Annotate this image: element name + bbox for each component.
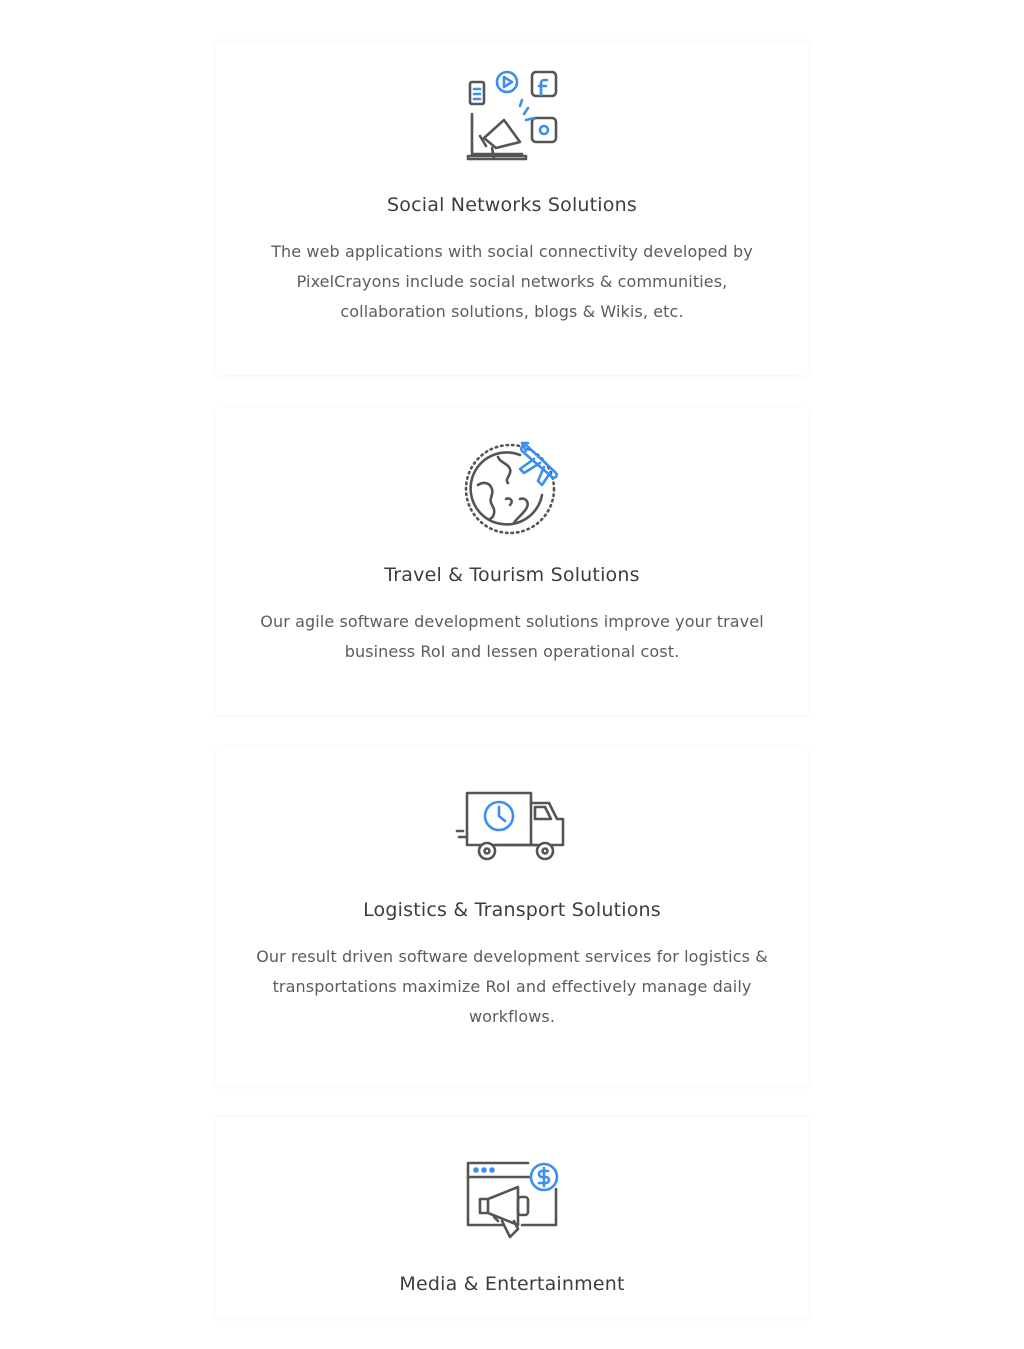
card-title[interactable]: Media & Entertainment xyxy=(399,1273,625,1295)
delivery-truck-clock-icon xyxy=(457,747,567,861)
card-title[interactable]: Social Networks Solutions xyxy=(387,194,637,216)
browser-megaphone-dollar-icon xyxy=(464,1117,560,1239)
solution-card-media-entertainment[interactable] xyxy=(216,1117,808,1317)
globe-airplane-icon xyxy=(464,407,560,535)
solution-card-logistics-transport[interactable] xyxy=(216,747,808,1085)
social-media-megaphone-icon xyxy=(464,42,560,164)
solution-card-travel-tourism[interactable] xyxy=(216,407,808,715)
card-description: Our result driven software development services for logistics & transportations maximize RoI and effectively manage daily workflows. xyxy=(256,947,768,1026)
solutions-list xyxy=(216,42,808,1349)
card-title[interactable]: Travel & Tourism Solutions xyxy=(384,564,640,586)
card-description: Our agile software development solutions improve your travel business RoI and lessen operational cost. xyxy=(260,612,764,661)
solution-card-social-networks[interactable] xyxy=(216,42,808,375)
card-description: The web applications with social connectivity developed by PixelCrayons include social networks & communities, collaboration solutions, blogs & Wikis, etc. xyxy=(271,242,753,321)
card-title[interactable]: Logistics & Transport Solutions xyxy=(363,899,661,921)
